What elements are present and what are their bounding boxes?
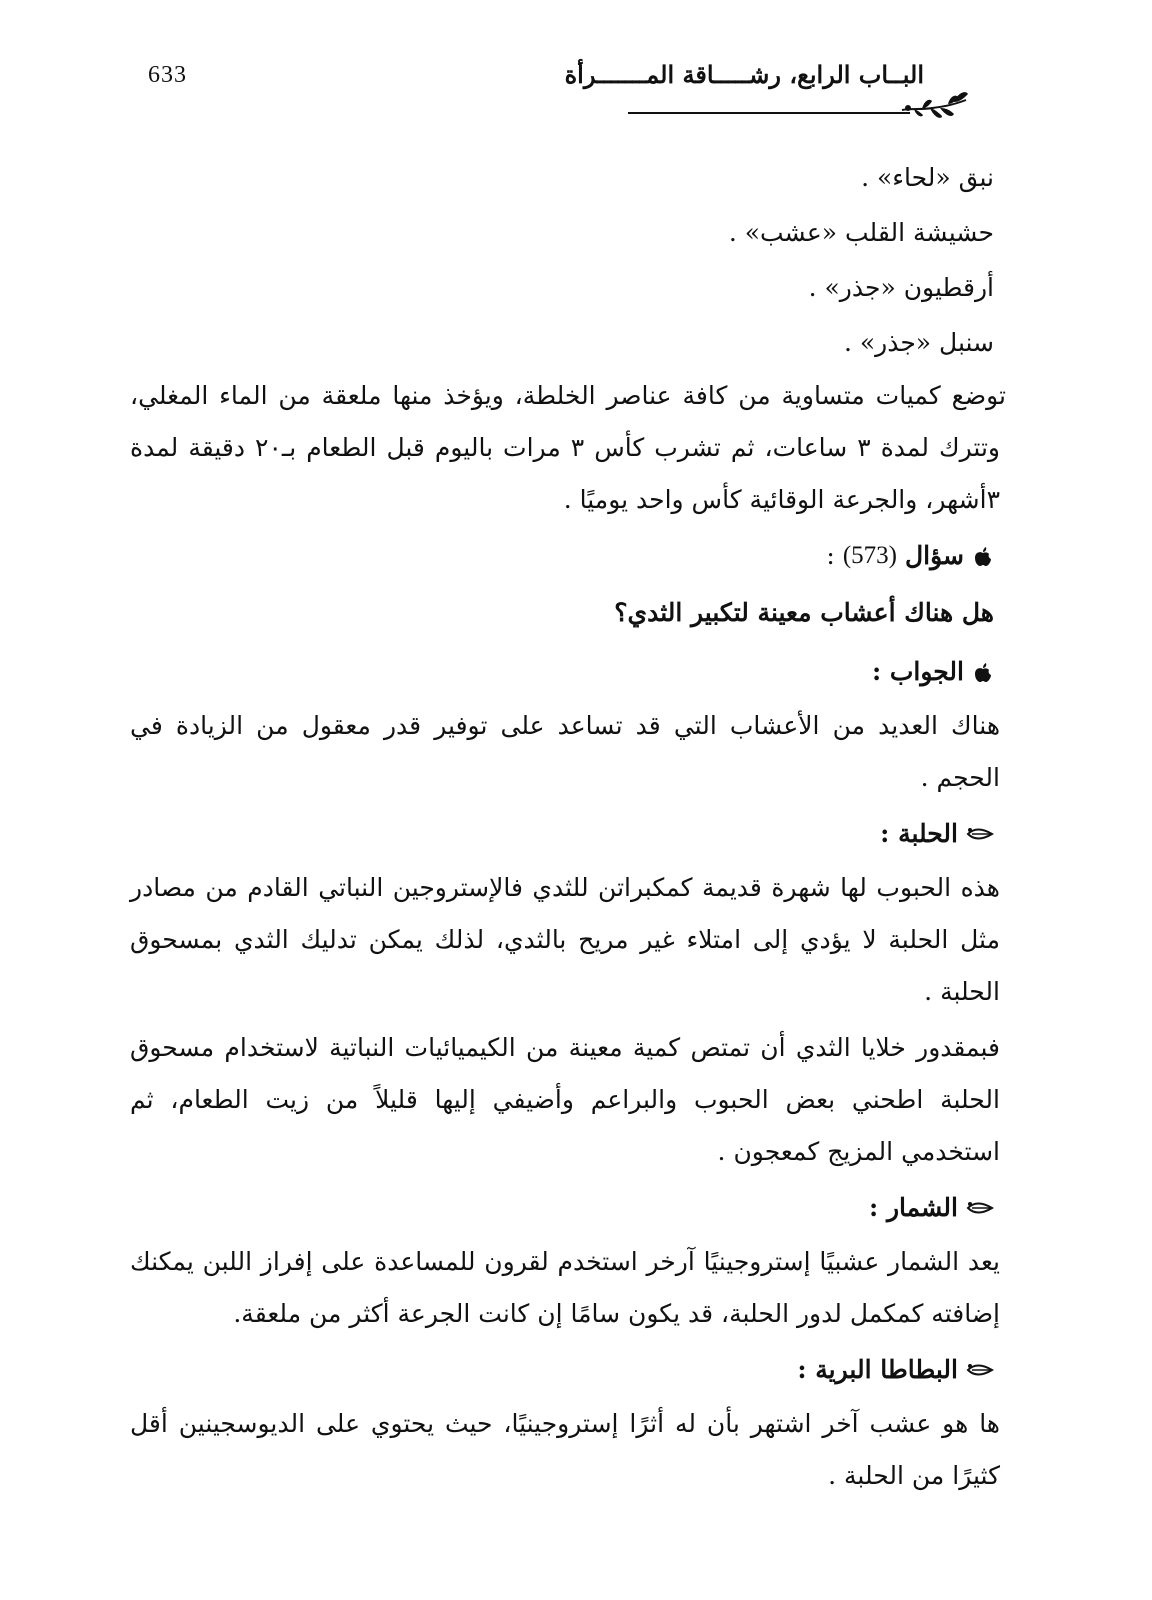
- section-title: الحلبة :: [880, 819, 958, 848]
- question-number: (573): [842, 542, 898, 569]
- header-rule: [628, 112, 910, 114]
- apple-icon: [972, 661, 994, 683]
- question-label: سؤال: [905, 541, 964, 570]
- page-number: 633: [148, 62, 187, 88]
- section-title: البطاطا البرية :: [797, 1355, 958, 1384]
- answer-label: الجواب :: [871, 657, 964, 686]
- leaf-ornament-icon: [966, 1362, 994, 1378]
- leaf-ornament-icon: [966, 826, 994, 842]
- page-header: [140, 54, 970, 134]
- section-paragraph: يعد الشمار عشبيًا إستروجينيًا آرخر استخدم لقرون للمساعدة على إفراز اللبن يمكنك إضافته كمكمل لدور الحلبة، قد يكون سامًا إن كانت الجرعة أكثر من ملعقة.: [130, 1247, 1000, 1328]
- answer-intro: هناك العديد من الأعشاب التي قد تساعد على توفير قدر معقول من الزيادة في الحجم .: [130, 711, 1000, 792]
- running-head: البــاب الرابع، رشـــــاقة المـــــــرأة: [564, 60, 924, 89]
- section-heading-fennel: [130, 1180, 994, 1236]
- leaf-ornament-icon: [966, 1200, 994, 1216]
- question-text: هل هناك أعشاب معينة لتكبير الثدي؟: [614, 598, 994, 627]
- section-title: الشمار :: [869, 1193, 958, 1222]
- question-heading: [130, 528, 994, 584]
- page-content: [130, 150, 1006, 1502]
- answer-heading: [130, 644, 994, 700]
- floral-ornament-icon: [900, 88, 970, 124]
- apple-icon: [972, 545, 994, 567]
- section-paragraph: ها هو عشب آخر اشتهر بأن له أثرًا إستروجينيًا، حيث يحتوي على الديوسجينين أقل كثيرًا من الحلبة .: [130, 1409, 1000, 1490]
- section-heading-wild-yam: [130, 1342, 994, 1398]
- ingredient-line: حشيشة القلب «عشب» .: [728, 218, 994, 247]
- section-paragraph: هذه الحبوب لها شهرة قديمة كمكبراتن للثدي فالإستروجين النباتي القادم من مصادر مثل الحلبة لا يؤدي إلى امتلاء غير مريح بالثدي، لذلك يمكن تدليك الثدي بمسحوق الحلبة .: [130, 873, 1000, 1006]
- ingredient-line: نبق «لحاء» .: [861, 163, 994, 192]
- ingredient-line: سنبل «جذر» .: [843, 328, 994, 357]
- ingredient-line: أرقطيون «جذر» .: [808, 273, 994, 302]
- question-colon: :: [826, 541, 835, 570]
- section-heading-fenugreek: [130, 806, 994, 862]
- section-paragraph: فبمقدور خلايا الثدي أن تمتص كمية معينة من الكيميائيات النباتية لاستخدام مسحوق الحلبة اطحني بعض الحبوب والبراعم وأضيفي إليها قليلاً من زيت الطعام، ثم استخدمي المزيج كمعجون .: [130, 1033, 1000, 1166]
- preparation-paragraph: توضع كميات متساوية من كافة عناصر الخلطة، ويؤخذ منها ملعقة من الماء المغلي، وتترك لمدة ٣ ساعات، ثم تشرب كأس ٣ مرات باليوم قبل الطعام بـ٢٠ دقيقة لمدة ٣أشهر، والجرعة الوقائية كأس واحد يوميًا .: [130, 381, 1006, 514]
